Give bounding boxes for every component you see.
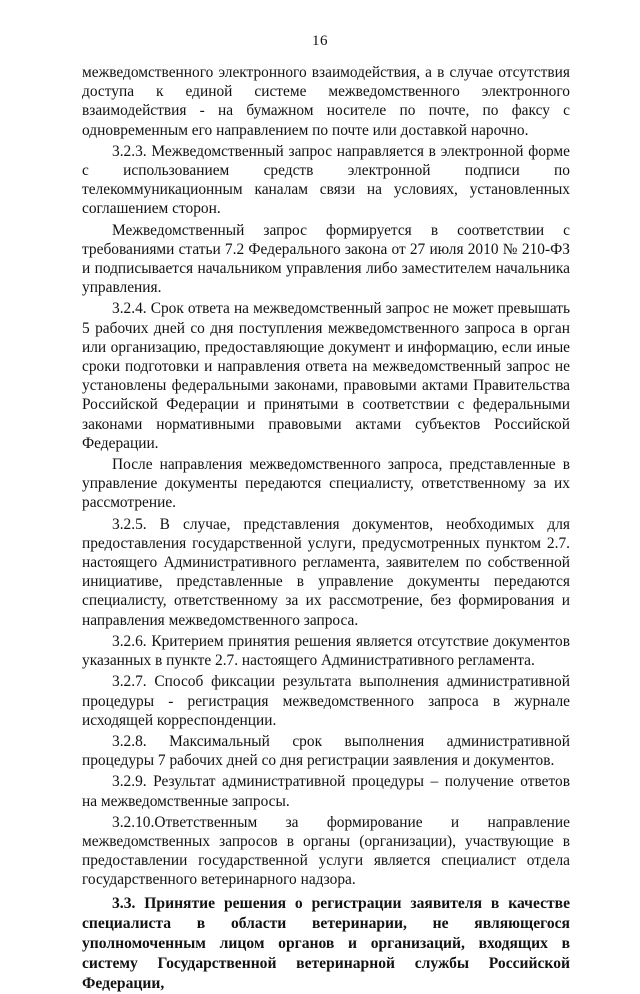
paragraph-3-2-5: 3.2.5. В случае, представления документов, необходимых для предоставления государственной услуги, предусмотренных пунктом 2.7. настоящего Административного регламента, заявителем по собственной инициативе, представленные в управление документы передаются специалисту, ответственному за их рассмотрение, без формирования и направления межведомственного запроса. [82,515,570,629]
page-number: 16 [312,33,328,49]
paragraph-3-2-8: 3.2.8. Максимальный срок выполнения административной процедуры 7 рабочих дней со дня регистрации заявления и документов. [82,732,570,770]
paragraph-3-2-9: 3.2.9. Результат административной процедуры – получение ответов на межведомственные запросы. [82,773,570,810]
paragraph-after-request: После направления межведомственного запроса, представленные в управление документы передаются специалисту, ответственному за их рассмотрение. [82,456,570,512]
document-body [82,63,570,994]
paragraph-3-2-7: 3.2.7. Способ фиксации результата выполнения административной процедуры - регистрация межведомственного запроса в журнале исходящей корреспонденции. [82,673,570,729]
paragraph-3-2-10: 3.2.10.Ответственным за формирование и направление межведомственных запросов в органы (организации), участвующие в предоставлении государственной услуги является специалист отдела государственного ветеринарного надзора. [82,813,570,889]
paragraph-3-2-6: 3.2.6. Критерием принятия решения является отсутствие документов указанных в пункте 2.7. настоящего Административного регламента. [82,632,570,670]
section-heading-3-3: 3.3. Принятие решения о регистрации заявителя в качестве специалиста в области ветеринарии, не являющегося уполномоченным лицом органов и организаций, входящих в систему Государственной ветеринарной службы Российской Федерации, [82,894,570,992]
paragraph-3-2-3: 3.2.3. Межведомственный запрос направляется в электронной форме с использованием средств электронной подписи по телекоммуникационным каналам связи на условиях, установленных соглашением сторон. [82,142,570,218]
paragraph-3-2-4: 3.2.4. Срок ответа на межведомственный запрос не может превышать 5 рабочих дней со дня поступления межведомственного запроса в орган или организацию, предоставляющие документ и информацию, если иные сроки подготовки и направления ответа на межведомственный запрос не установлены федеральными законами, правовыми актами Правительства Российской Федерации и принятыми в соответствии с федеральными законами нормативными правовыми актами субъектов Российской Федерации. [82,300,570,452]
paragraph-continuation: межведомственного электронного взаимодействия, а в случае отсутствия доступа к единой системе межведомственного электронного взаимодействия - на бумажном носителе по почте, по факсу с одновременным его направлением по почте или доставкой нарочно. [82,64,570,139]
paragraph-request-formation: Межведомственный запрос формируется в соответствии с требованиями статьи 7.2 Федерального закона от 27 июля 2010 № 210-ФЗ и подписывается начальником управления либо заместителем начальника управления. [82,221,570,297]
